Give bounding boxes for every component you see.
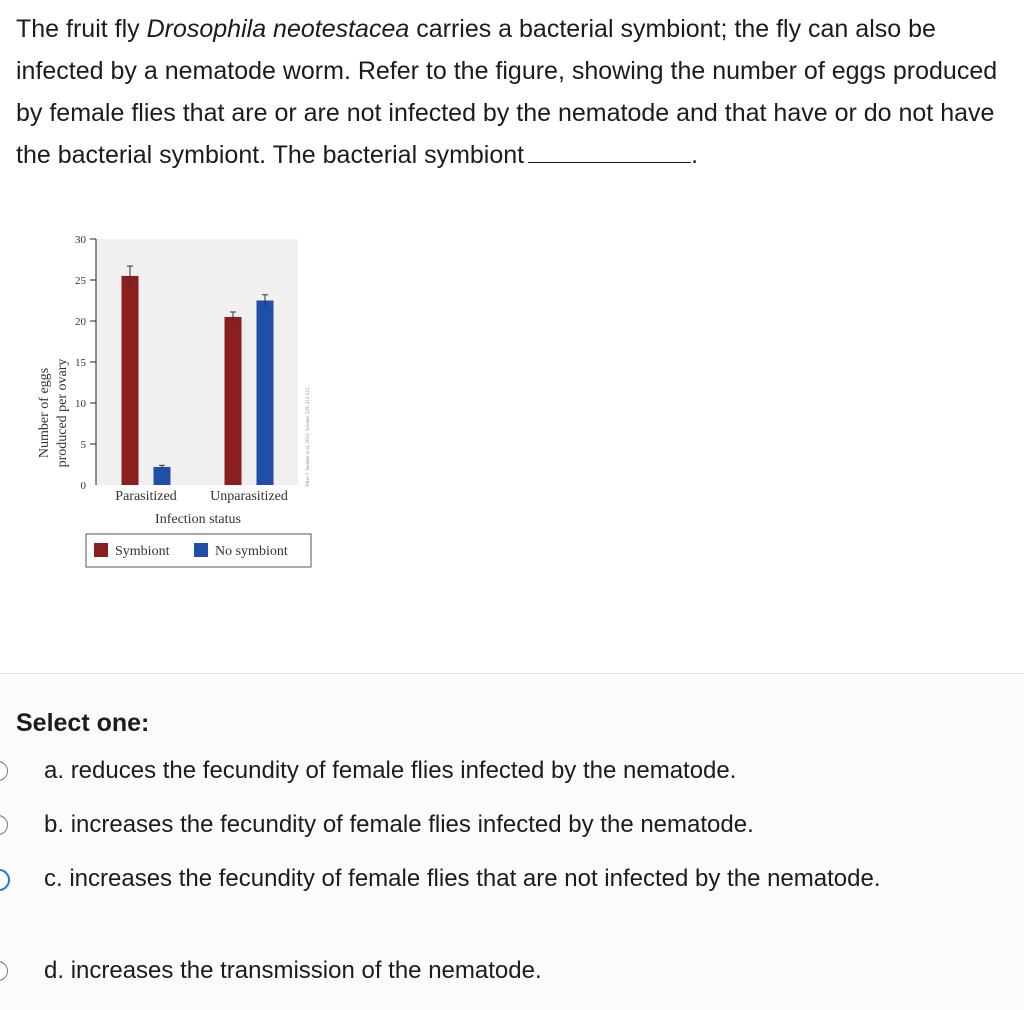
bar-chart [0,225,330,585]
figure [0,225,330,585]
y-tick-label: 0 [80,480,86,492]
y-ticks [75,234,96,492]
question-suffix: . [691,141,699,169]
legend-swatch-no-symbiont [194,543,208,557]
y-tick-label: 20 [75,316,86,328]
legend-label-no-symbiont: No symbiont [215,544,288,559]
option-d-text[interactable] [44,952,894,990]
question-body: carries a bacterial symbiont; the fly can also be infected by a nematode worm. Refer to the figure, showing the number of eggs produced by female flies that are or are not infected by the nematode and that have or do not have the bacterial symbiont. The bacterial symbiont [16,15,998,169]
y-tick-label: 15 [75,357,86,369]
question-prefix: The fruit fly [16,15,147,43]
bar [257,301,274,486]
y-tick-label: 10 [75,398,86,410]
species-name: Drosophila neotestacea [146,15,410,43]
y-tick-label: 30 [75,234,86,246]
option-b-label: increases the fecundity of female flies infected by the nematode. [70,811,754,838]
option-c-text[interactable] [44,860,927,898]
y-axis-label-line1: Number of eggs [37,367,52,459]
y-axis-label [37,359,70,468]
x-category-label: Parasitized [115,489,177,504]
question-text [16,8,1006,176]
y-tick-label: 5 [80,439,86,451]
bar [225,317,242,485]
option-b-letter: b. [44,811,65,838]
option-d-letter: d. [44,957,65,984]
option-a-label: reduces the fecundity of female flies infected by the nematode. [70,757,737,784]
x-axis-label: Infection status [155,512,241,527]
option-b-text[interactable] [44,806,894,844]
option-d-label: increases the transmission of the nematode. [70,957,542,984]
answer-blank [528,134,691,163]
option-a-text[interactable] [44,752,894,790]
bar [154,467,171,485]
legend-swatch-symbiont [94,543,108,557]
x-category-labels [115,489,288,504]
legend-label-symbiont: Symbiont [115,544,170,559]
select-one-label: Select one: [16,709,150,737]
figure-credit [306,386,311,487]
x-category-label: Unparasitized [210,489,288,504]
y-axis-label-line2: produced per ovary [55,358,70,468]
bar [122,276,139,485]
option-c-label: increases the fecundity of female flies that are not infected by the nematode. [69,865,881,892]
legend [86,534,311,567]
y-tick-label: 25 [75,275,86,287]
figure-credit-text: After J. Jaenike et al. 2010. Science 329: 212-215. [306,386,311,487]
option-a-letter: a. [44,757,65,784]
option-c-letter: c. [44,865,63,892]
